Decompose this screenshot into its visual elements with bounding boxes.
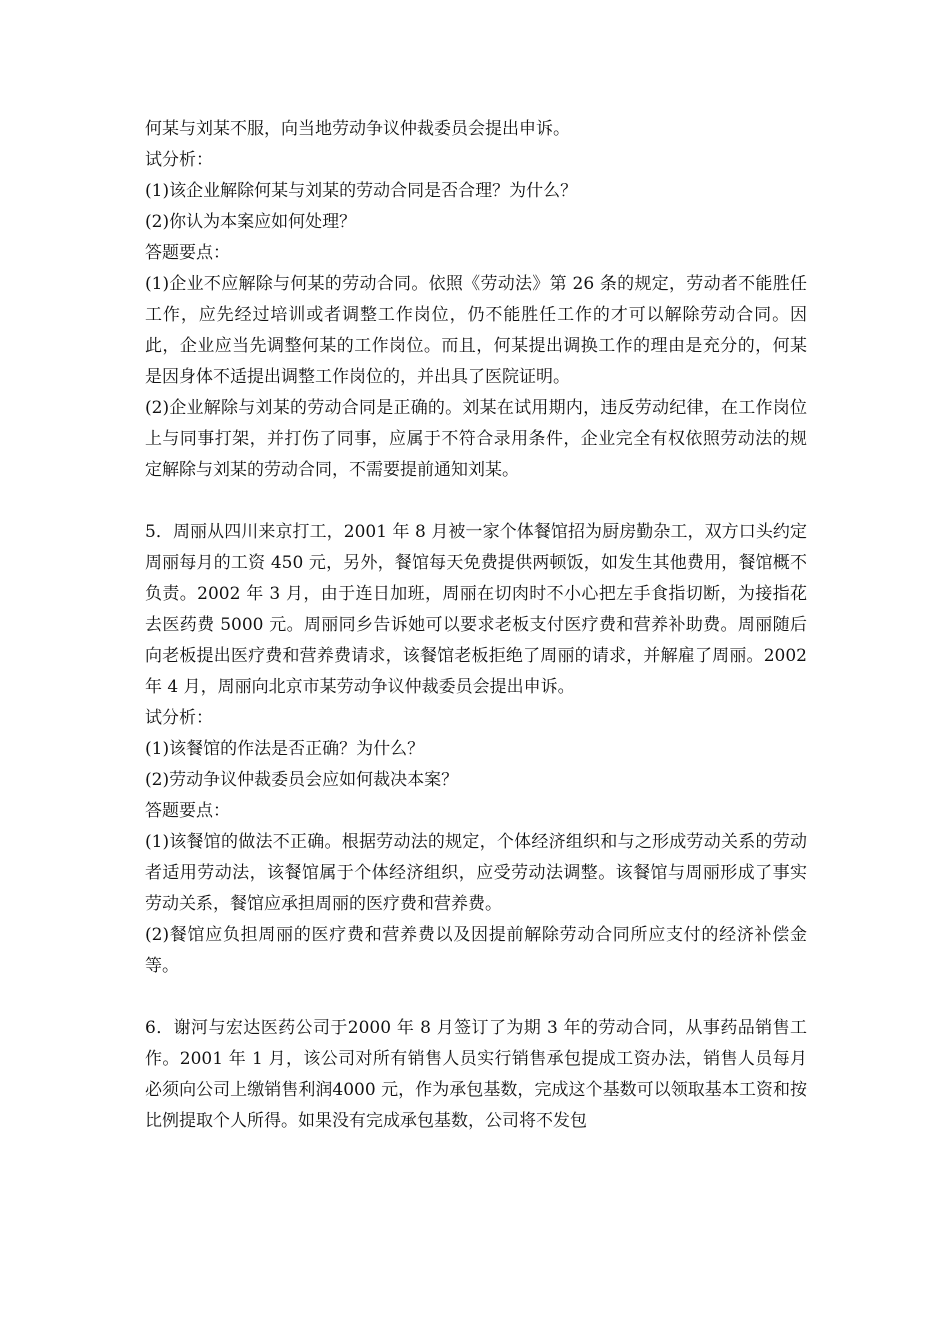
paragraph-spacer [145, 486, 807, 517]
paragraph-question-2: (2)你认为本案应如何处理？ [145, 212, 357, 232]
paragraph-analysis-heading: 试分析： [145, 150, 213, 170]
paragraph-question-2: (2)劳动争议仲裁委员会应如何裁决本案？ [145, 770, 459, 790]
paragraph-analysis-heading: 试分析： [145, 708, 213, 728]
paragraph-answer-1: (1)企业不应解除与何某的劳动合同。依照《劳动法》第 26 条的规定，劳动者不能胜任工作，应先经过培训或者调整工作岗位，仍不能胜任工作的才可以解除劳动合同。因此，企业应当先调整何某的工作岗位。而且，何某提出调换工作的理由是充分的，何某是因身体不适提出调整工作岗位的，并出具了医院证明。 [145, 274, 807, 387]
paragraph-question-1: (1)该企业解除何某与刘某的劳动合同是否合理？为什么？ [145, 181, 578, 201]
paragraph-appeal: 何某与刘某不服，向当地劳动争议仲裁委员会提出申诉。 [145, 119, 570, 139]
paragraph-answer-1: (1)该餐馆的做法不正确。根据劳动法的规定，个体经济组织和与之形成劳动关系的劳动者适用劳动法，该餐馆属于个体经济组织，应受劳动法调整。该餐馆与周丽形成了事实劳动关系，餐馆应承担周丽的医疗费和营养费。 [145, 832, 807, 914]
paragraph-answer-heading: 答题要点： [145, 801, 230, 821]
paragraph-answer-heading: 答题要点： [145, 243, 230, 263]
document-body [145, 114, 807, 1137]
paragraph-answer-2: (2)餐馆应负担周丽的医疗费和营养费以及因提前解除劳动合同所应支付的经济补偿金等。 [145, 925, 807, 976]
paragraph-spacer [145, 982, 807, 1013]
paragraph-answer-2: (2)企业解除与刘某的劳动合同是正确的。刘某在试用期内，违反劳动纪律，在工作岗位上与同事打架，并打伤了同事，应属于不符合录用条件，企业完全有权依照劳动法的规定解除与刘某的劳动合同，不需要提前通知刘某。 [145, 398, 807, 480]
paragraph-question-1: (1)该餐馆的作法是否正确？为什么？ [145, 739, 425, 759]
paragraph-case-5: 5．周丽从四川来京打工，2001 年 8 月被一家个体餐馆招为厨房勤杂工，双方口头约定周丽每月的工资 450 元，另外，餐馆每天免费提供两顿饭，如发生其他费用，餐馆概不负责。2002 年 3 月，由于连日加班，周丽在切肉时不小心把左手食指切断，为接指花去医药费 5000 元。周丽同乡告诉她可以要求老板支付医疗费和营养补助费。周丽随后向老板提出医疗费和营养费请求，该餐馆老板拒绝了周丽的请求，并解雇了周丽。2002 年 4 月，周丽向北京市某劳动争议仲裁委员会提出申诉。 [145, 522, 807, 697]
paragraph-case-6: 6．谢河与宏达医药公司于2000 年 8 月签订了为期 3 年的劳动合同，从事药品销售工作。2001 年 1 月，该公司对所有销售人员实行销售承包提成工资办法，销售人员每月必须向公司上缴销售利润4000 元，作为承包基数，完成这个基数可以领取基本工资和按比例提取个人所得。如果没有完成承包基数，公司将不发包 [145, 1018, 807, 1131]
